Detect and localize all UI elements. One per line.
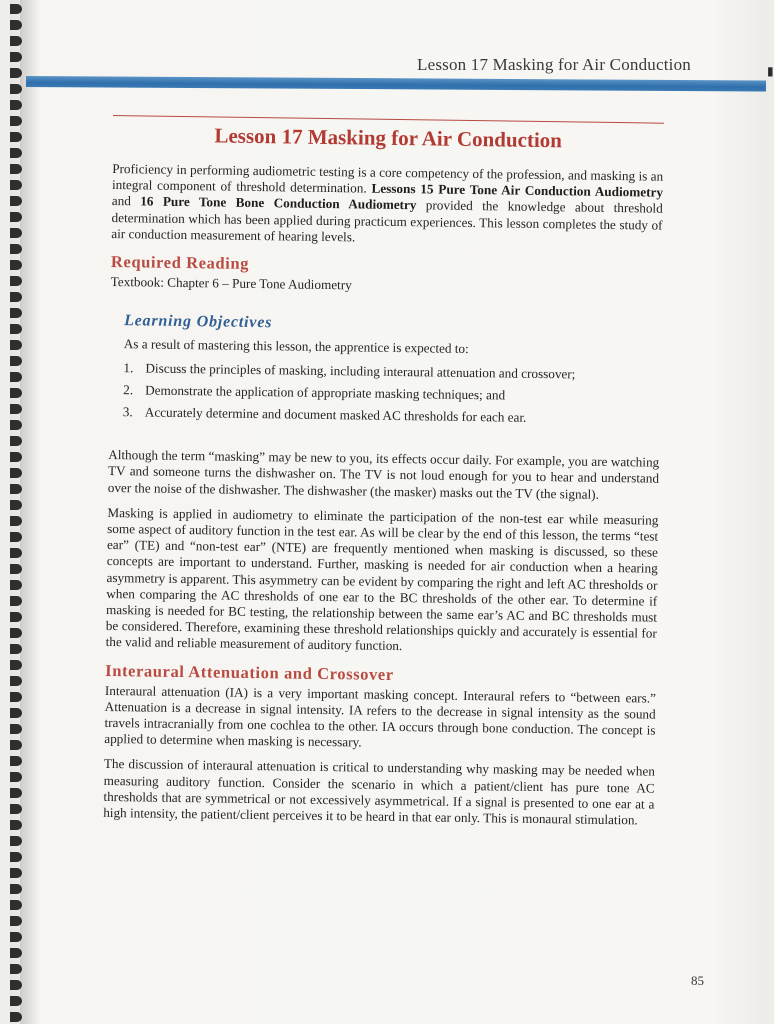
objective-number: 3. xyxy=(122,404,133,420)
intro-bold-lesson-15: Lessons 15 Pure Tone Air Conduction Audiometry xyxy=(371,180,664,200)
learning-objectives-heading: Learning Objectives xyxy=(124,312,273,332)
required-reading-heading: Required Reading xyxy=(110,252,250,273)
lesson-title: Lesson 17 Masking for Air Conduction xyxy=(214,123,563,153)
objective-text: Accurately determine and document masked AC thresholds for each ear. xyxy=(144,404,527,426)
page-content xyxy=(103,115,664,838)
objective-text: Discuss the principles of masking, including interaural attenuation and crossover; xyxy=(145,360,576,382)
textbook-page xyxy=(10,0,774,1024)
objective-number: 1. xyxy=(123,360,134,376)
header-color-bar xyxy=(26,76,766,92)
intro-text-3: provided the knowledge about threshold determination which has been applied during practicum experiences. This lesson completes the study of air conduction measurement of hearing levels. xyxy=(111,197,663,245)
intro-text-1: Proficiency in performing audiometric testing is a core competency of the profession, and masking is an integral component of threshold determination. xyxy=(111,160,664,196)
objectives-list xyxy=(123,357,661,430)
page-curl-shadow xyxy=(20,0,40,1024)
required-reading-text: Textbook: Chapter 6 – Pure Tone Audiometry xyxy=(110,274,352,293)
corner-mark: ▮ xyxy=(767,64,774,78)
intro-text-2: and xyxy=(111,193,141,209)
body-paragraph-masking-audiometry: Masking is applied in audiometry to eliminate the participation of the non-test ear while measuring some aspect of auditory function in the test ear. As will be clear by the end of this lesson, the terms “test ear” (TE) and “non-test ear” (NTE) are frequently mentioned when masking is discussed, so these concepts are important to understand. Further, masking is needed for air conduction when a hearing asymmetry is apparent. This asymmetry can be evident by comparing the right and left AC thresholds or when comparing the AC thresholds of one ear to the BC thresholds of the other ear. To determine if masking is needed for BC testing, the relationship between the same ear’s AC and BC thresholds must be considered. Therefore, examining these threshold relationships quickly and accurately is essential for the valid and reliable measurement of auditory function. xyxy=(105,504,659,654)
interaural-paragraph-1: Interaural attenuation (IA) is a very important masking concept. Interaural refers to “between ears.” Attenuation is a decrease in signal intensity. IA refers to the decrease in signal intensity as the sound travels intracranially from one cochlea to the other. IA occurs through bone conduction. The concept is applied to determine when masking is necessary. xyxy=(104,682,657,750)
objective-text: Demonstrate the application of appropriate masking techniques; and xyxy=(145,382,506,403)
interaural-heading: Interaural Attenuation and Crossover xyxy=(105,660,394,684)
objective-number: 2. xyxy=(123,382,134,398)
running-header: Lesson 17 Masking for Air Conduction xyxy=(417,55,691,74)
objectives-lead: As a result of mastering this lesson, the apprentice is expected to: xyxy=(123,336,469,357)
learning-objectives xyxy=(123,336,661,431)
interaural-paragraph-2: The discussion of interaural attenuation is critical to understanding why masking may be needed when measuring auditory function. Consider the scenario in which a patient/client has pure tone AC thresholds that are symmetrical or not excessively asymmetrical. If a signal is presented to one ear at a high intensity, the patient/client perceives it to be heard in that ear only. This is monaural stimulation. xyxy=(103,756,655,828)
intro-bold-lesson-16: 16 Pure Tone Bone Conduction Audiometry xyxy=(140,193,417,213)
page-number: 85 xyxy=(691,973,704,988)
body-paragraph-masking-example: Although the term “masking” may be new to you, its effects occur daily. For example, you are watching TV and someone turns the dishwasher on. The TV is not loud enough for you to hear and understand over the noise of the dishwasher. The dishwasher (the masker) masks out the TV (the signal). xyxy=(107,447,660,502)
intro-paragraph xyxy=(111,161,663,250)
